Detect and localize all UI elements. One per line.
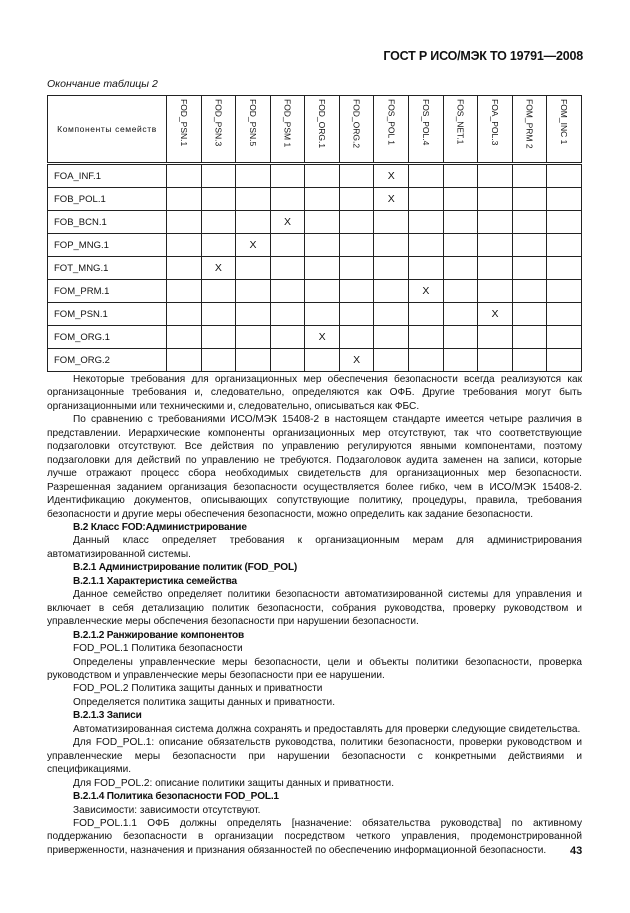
table-cell [443, 234, 478, 257]
column-header [512, 96, 547, 164]
document-header: ГОСТ Р ИСО/МЭК ТО 19791—2008 [383, 49, 583, 63]
table-cell [374, 280, 409, 303]
table-cell [409, 257, 444, 280]
section-heading: В.2.1.4 Политика безопасности FOD_POL.1 [73, 791, 279, 803]
row-name: FOB_POL.1 [48, 188, 167, 211]
paragraph: По сравнению с требованиями ИСО/МЭК 15408-2 в настоящем стандарте имеется четыре различия в представлении. Иерархические компоненты организационных мер отсутствуют, так что соответствующие подзаголовки отсутствуют. Все действия по управлению регулируются явными компонентами, поэтому подзаголовки для действий по управлению не требуются. Подзаголовок аудита заменен на записи, которые лучше отражают процесс сбора необходимых свидетельств для организационных мер безопасности. Разрешенная заданием организация безопасности осуществляется более гибко, чем в ИСО/МЭК 15408-2. Идентификацию документов, описывающих сопутствующие политику, процедуры, правила, требования безопасности и другие меры обеспечения безопасности, можно определить как задание безопасности. [47, 414, 582, 520]
column-header-label: FOD_PSN.1 [178, 98, 189, 146]
table-cell [478, 234, 513, 257]
row-name: FOM_PSN.1 [48, 303, 167, 326]
table-cell [478, 164, 513, 188]
table-cell [270, 164, 305, 188]
table-cell: X [374, 188, 409, 211]
paragraph: FOD_POL.1 Политика безопасности [73, 643, 243, 655]
table-cell [339, 303, 374, 326]
column-header [270, 96, 305, 164]
table-corner-header: Компоненты семейств [48, 96, 167, 164]
paragraph: Данный класс определяет требования к организационным мерам для администрирования автоматизированной системы. [47, 535, 582, 560]
table-cell [443, 326, 478, 349]
column-header-label: FOD_PSN.3 [213, 98, 224, 146]
table-cell [270, 349, 305, 372]
table-row [48, 234, 582, 257]
paragraph: Автоматизированная система должна сохранять и предоставлять для проверки следующие свидетельства. [73, 723, 581, 735]
table-cell [443, 349, 478, 372]
table-row [48, 188, 582, 211]
table-cell [409, 164, 444, 188]
section-heading: В.2.1 Администрирование политик (FOD_POL) [73, 562, 298, 574]
table-cell: X [478, 303, 513, 326]
table-cell [305, 234, 340, 257]
column-header [409, 96, 444, 164]
table-cell [512, 188, 547, 211]
table-cell [547, 326, 582, 349]
table-cell [478, 257, 513, 280]
table-cell [339, 257, 374, 280]
table-cell [547, 280, 582, 303]
column-header-label: FOD_PSN.5 [247, 98, 258, 146]
table-cell [201, 234, 236, 257]
table-cell [512, 164, 547, 188]
table-cell [236, 164, 271, 188]
table-cell [236, 349, 271, 372]
table-cell [443, 280, 478, 303]
table-cell [339, 234, 374, 257]
table-cell [547, 303, 582, 326]
table-cell [478, 349, 513, 372]
table-cell [374, 234, 409, 257]
column-header [305, 96, 340, 164]
column-header [374, 96, 409, 164]
table-row [48, 257, 582, 280]
table-cell [305, 188, 340, 211]
table-cell [270, 303, 305, 326]
table-cell [409, 303, 444, 326]
table-cell [305, 280, 340, 303]
table-cell [167, 349, 202, 372]
table-cell: X [201, 257, 236, 280]
row-name: FOT_MNG.1 [48, 257, 167, 280]
table-cell [512, 234, 547, 257]
table-cell [201, 349, 236, 372]
table-row [48, 349, 582, 372]
table-cell [201, 211, 236, 234]
column-header [167, 96, 202, 164]
table-cell [167, 280, 202, 303]
table-cell [167, 234, 202, 257]
table-row [48, 211, 582, 234]
table-cell [339, 188, 374, 211]
table-row [48, 326, 582, 349]
table-cell [547, 234, 582, 257]
paragraph: Данное семейство определяет политики безопасности автоматизированной системы для управления и включает в себя детализацию политик безопасности, собрания руководства, проверку руководством и управленческие меры обспечения безопасности при нарушении безопасности. [47, 589, 582, 628]
table-cell [409, 234, 444, 257]
table-caption: Окончание таблицы 2 [47, 78, 158, 90]
table-cell [547, 257, 582, 280]
column-header-label: FOD_ORG.2 [351, 98, 362, 148]
table-cell [478, 188, 513, 211]
table-cell [547, 211, 582, 234]
table-cell [167, 188, 202, 211]
paragraph: FOD_POL.2 Политика защиты данных и приватности [73, 683, 323, 695]
table-cell [236, 188, 271, 211]
table-cell: X [374, 164, 409, 188]
table-cell [305, 349, 340, 372]
table-header-row [48, 96, 582, 164]
table-cell [547, 164, 582, 188]
table-cell [167, 257, 202, 280]
table-cell [478, 326, 513, 349]
column-header-label: FOS_NET.1 [455, 98, 466, 144]
column-header-label: FOM_PRM 2 [524, 98, 535, 149]
table-cell: X [339, 349, 374, 372]
table-cell [374, 257, 409, 280]
table-cell [339, 211, 374, 234]
paragraph: Определены управленческие меры безопасности, цели и объекты политики безопасности, проверка руководством и управленческие меры безопасности при ее нарушении. [47, 656, 582, 681]
table-cell [305, 303, 340, 326]
row-name: FOM_PRM.1 [48, 280, 167, 303]
column-header-label: FOA_POL.3 [489, 98, 500, 145]
table-cell [478, 211, 513, 234]
table-cell [547, 188, 582, 211]
column-header-label: FOM_INC 1 [559, 98, 570, 144]
row-name: FOA_INF.1 [48, 164, 167, 188]
table-cell [201, 164, 236, 188]
table-cell [374, 326, 409, 349]
column-header-label: FOD_PSM 1 [282, 98, 293, 147]
section-heading: В.2.1.1 Характеристика семейства [73, 575, 237, 587]
table-cell [478, 280, 513, 303]
table-cell [512, 211, 547, 234]
table-cell [270, 188, 305, 211]
table-cell [305, 257, 340, 280]
table-cell [409, 188, 444, 211]
table-cell [443, 257, 478, 280]
table-cell [201, 326, 236, 349]
table-cell [547, 349, 582, 372]
table-cell [270, 280, 305, 303]
row-name: FOB_BCN.1 [48, 211, 167, 234]
column-header [478, 96, 513, 164]
table-cell [512, 326, 547, 349]
table-cell [167, 326, 202, 349]
table-cell [512, 280, 547, 303]
table-cell [443, 164, 478, 188]
table-row [48, 280, 582, 303]
table-row [48, 303, 582, 326]
table-cell [512, 303, 547, 326]
table-cell [270, 234, 305, 257]
table-cell [374, 349, 409, 372]
table-cell [270, 326, 305, 349]
table-cell: X [305, 326, 340, 349]
table-cell [236, 326, 271, 349]
table-cell [339, 326, 374, 349]
row-name: FOM_ORG.2 [48, 349, 167, 372]
paragraph: Некоторые требования для организационных мер обеспечения безопасности всегда реализуются как организацонные требования и, следовательно, определяются как ОФБ. Другие требования могут быть организационными или техническими и, следовательно, описываться как ФБС. [47, 374, 582, 412]
table-cell: X [270, 211, 305, 234]
column-header-label: FOS_POL.4 [420, 98, 431, 145]
table-cell [305, 164, 340, 188]
table-cell [443, 211, 478, 234]
table-cell [201, 188, 236, 211]
column-header [339, 96, 374, 164]
table-cell [409, 326, 444, 349]
table-cell [236, 280, 271, 303]
table-cell [236, 303, 271, 326]
table-cell [167, 211, 202, 234]
table-cell [270, 257, 305, 280]
paragraph: FOD_POL.1.1 ОФБ должны определять [назначение: обязательства руководства] по активному поддержанию безопасности в организации посредством четкого управления, продемонстрированной приверженности, назначения и признания обязанностей по обеспечению информационной безопасности. [47, 817, 582, 856]
column-header [443, 96, 478, 164]
table-cell [374, 303, 409, 326]
table-cell [409, 211, 444, 234]
table-cell [201, 280, 236, 303]
table-cell [443, 188, 478, 211]
paragraph: Для FOD_POL.2: описание политики защиты данных и приватности. [73, 777, 395, 789]
column-header [201, 96, 236, 164]
table-cell [443, 303, 478, 326]
row-name: FOP_MNG.1 [48, 234, 167, 257]
column-header [547, 96, 582, 164]
table-cell [409, 349, 444, 372]
table-row [48, 164, 582, 188]
table-cell [167, 164, 202, 188]
column-header-label: FOS_POL 1 [386, 98, 397, 145]
section-heading: В.2.1.2 Ранжирование компонентов [73, 629, 245, 641]
table-cell [339, 164, 374, 188]
table-cell [305, 211, 340, 234]
paragraph: Определяется политика защиты данных и приватности. [73, 696, 336, 708]
table-cell [201, 303, 236, 326]
table-cell: X [409, 280, 444, 303]
page-number: 43 [570, 845, 583, 857]
table-cell: X [236, 234, 271, 257]
table-cell [339, 280, 374, 303]
paragraph: Для FOD_POL.1: описание обязательств руководства, политики безопасности, проверки руководством и управленческие меры безопасности при нарушении безопасности с конкретными действиями и спецификациями. [47, 737, 582, 776]
row-name: FOM_ORG.1 [48, 326, 167, 349]
table-cell [236, 211, 271, 234]
paragraph: Зависимости: зависимости отсутствуют. [73, 804, 261, 816]
table-cell [512, 349, 547, 372]
column-header [236, 96, 271, 164]
section-heading: В.2 Класс FOD:Администрирование [73, 521, 247, 533]
table-cell [374, 211, 409, 234]
table-cell [167, 303, 202, 326]
components-table [47, 95, 582, 372]
body-text [47, 373, 582, 857]
table-cell [236, 257, 271, 280]
table-cell [512, 257, 547, 280]
column-header-label: FOD_ORG.1 [317, 98, 328, 148]
section-heading: В.2.1.3 Записи [73, 710, 142, 722]
